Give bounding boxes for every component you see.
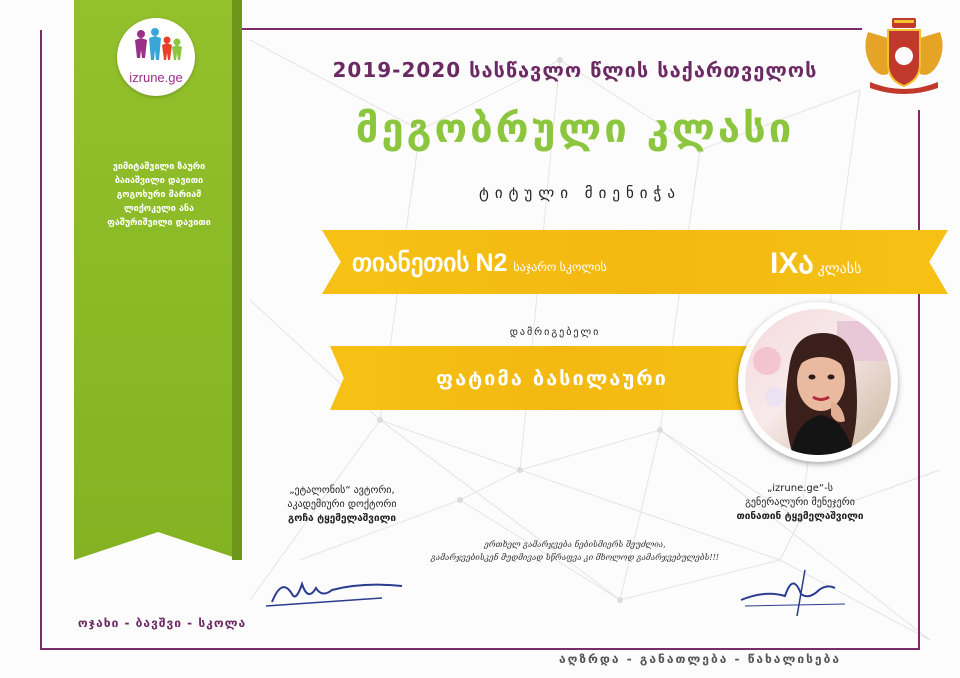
signature-left bbox=[262, 572, 412, 612]
recipient-photo bbox=[738, 302, 898, 462]
signer-role-line2: აკადემიური დოქტორი bbox=[287, 499, 397, 510]
frame-line-right bbox=[918, 110, 920, 650]
signer-role-line2: გენერალური მენეჯერი bbox=[745, 497, 855, 508]
recipient-role-label: დამრიგებელი bbox=[509, 327, 601, 338]
author-name: ვიმიტაშვილი ზაური bbox=[112, 162, 206, 172]
class-label: კლასს bbox=[817, 260, 862, 276]
motivational-note bbox=[410, 538, 740, 564]
class-numeral: IXა bbox=[770, 247, 814, 280]
author-name: ფაშურიშვილი დავითი bbox=[107, 218, 211, 228]
izrune-logo bbox=[117, 18, 195, 96]
school-type: საჯარო სკოლის bbox=[513, 260, 607, 274]
certificate-title: მეგობრული კლასი bbox=[355, 106, 795, 152]
footer-slogan: აღზრდა - განათლება - წახალისება bbox=[559, 652, 841, 666]
school-info bbox=[352, 248, 607, 278]
coat-of-arms-icon bbox=[858, 18, 950, 94]
school-number: N2 bbox=[475, 249, 508, 277]
family-figures-icon bbox=[117, 22, 195, 72]
signer-name: გოჩა ტყემელაშვილი bbox=[288, 513, 396, 524]
signer-role-line1: „ეტალონის“ ავტორი, bbox=[289, 485, 395, 496]
title-awarded-label: ტიტული მიენიჭა bbox=[479, 184, 681, 202]
signer-name: თინათინ ტყემელაშვილი bbox=[736, 511, 864, 522]
signature-block-left bbox=[262, 484, 422, 526]
portrait-figure bbox=[745, 309, 891, 455]
author-name: გოგოხური მარიამ bbox=[116, 190, 202, 200]
year-headline: 2019-2020 სასწავლო წლის საქართველოს bbox=[332, 58, 818, 82]
signature-right bbox=[735, 560, 855, 620]
portrait-image bbox=[745, 309, 891, 455]
slogan-family-child-school: ოჯახი - ბავშვი - სკოლა bbox=[77, 616, 247, 630]
frame-line-top bbox=[242, 28, 862, 30]
school-name: თიანეთის bbox=[352, 249, 470, 277]
note-line2: გამარჯვებისკენ მუდმივად სწრაფვა კი მხოლოდ გამარჯვებულებს!!! bbox=[430, 553, 719, 562]
class-info bbox=[770, 246, 861, 281]
left-banner-shadow bbox=[232, 0, 242, 560]
frame-line-left bbox=[40, 30, 42, 650]
authors-list bbox=[84, 160, 234, 230]
logo-text: izrune.ge bbox=[129, 70, 183, 85]
author-name: ლიქოკელი ანა bbox=[123, 204, 195, 214]
frame-line-bottom bbox=[40, 648, 920, 650]
signature-block-right bbox=[700, 482, 900, 524]
signer-role-line1: „izrune.ge“-ს bbox=[767, 483, 833, 494]
note-line1: ერთხელ გამარჯვება ნებისმიერს შეუძლია, bbox=[484, 540, 666, 549]
author-name: ბაიაშვილი დავითი bbox=[114, 176, 204, 186]
recipient-name: ფატიმა ბასილაური bbox=[436, 366, 668, 390]
